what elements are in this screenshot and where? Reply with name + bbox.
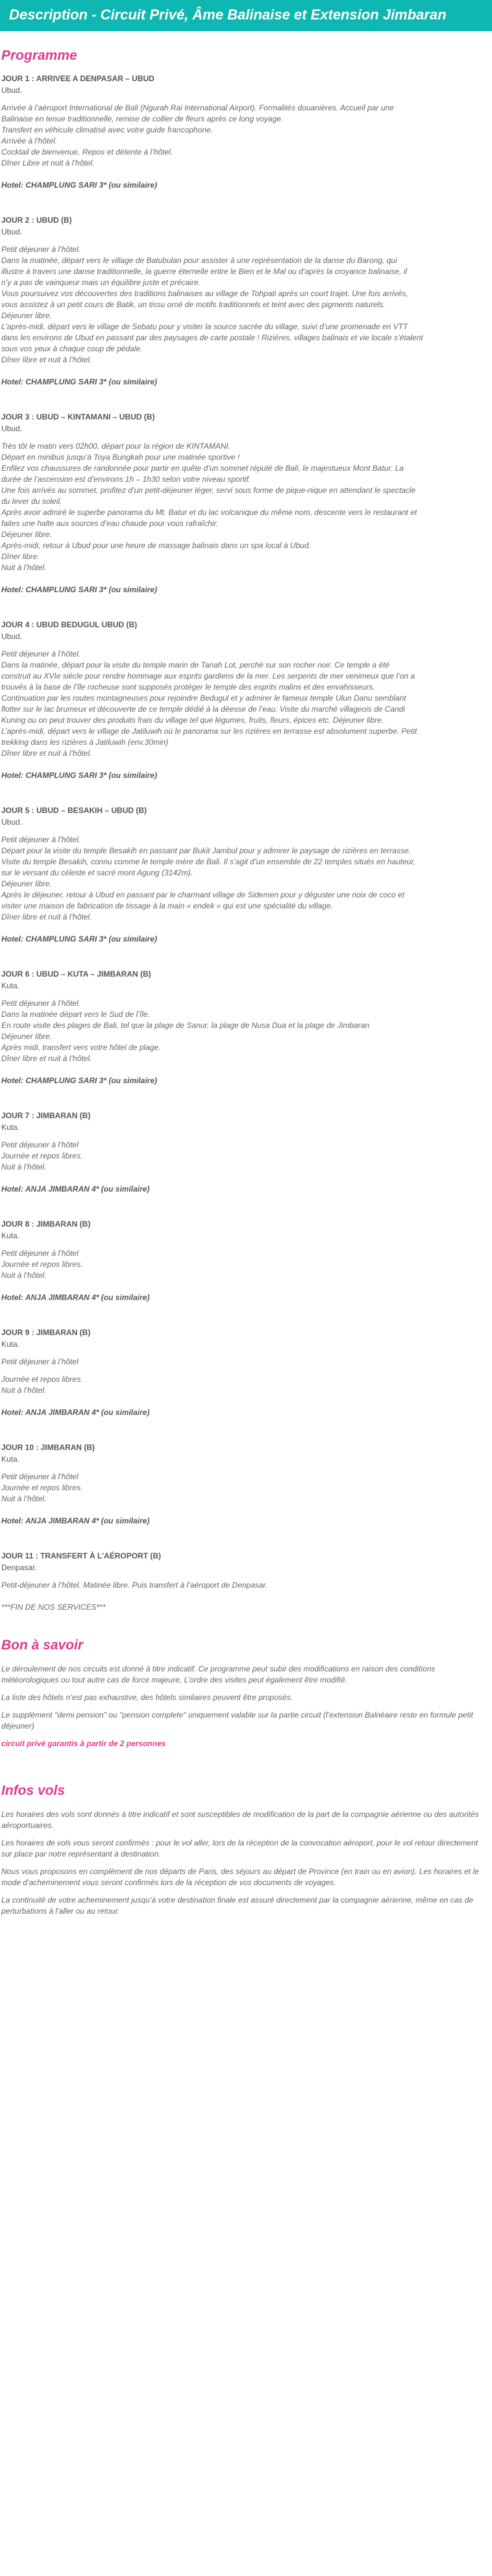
- day-line: Petit déjeuner à l’hôtel: [1, 1472, 79, 1481]
- day-block: [1, 806, 482, 944]
- day-line: Journée et repos libres.: [1, 1375, 83, 1384]
- day-location: Kuta.: [1, 1123, 20, 1132]
- day-line: Vous poursuivez vos découvertes des traditions balinaises au village de Tohpati après un court trajet. Une fois arrivés,: [1, 289, 408, 298]
- day-line: Enfilez vos chaussures de randonnée pour partir en quête d’un sommet réputé de Bali, le majestueux Mont Batur. La: [1, 464, 404, 473]
- day-hotel: Hotel: ANJA JIMBARAN 4* (ou similaire): [1, 1408, 150, 1417]
- day-block: [1, 1111, 482, 1194]
- day-description: [1, 834, 482, 923]
- day-title: JOUR 6 : UBUD – KUTA – JIMBARAN (B): [1, 969, 151, 979]
- day-title: JOUR 9 : JIMBARAN (B): [1, 1328, 91, 1337]
- day-line: Très tôt le matin vers 02h00, départ pour la région de KINTAMANI.: [1, 442, 231, 451]
- day-line: Petit déjeuner à l’hôtel: [1, 1357, 79, 1366]
- day-line: Journée et repos libres.: [1, 1260, 83, 1269]
- day-line: Dans la matinée, départ pour la visite du temple marin de Tanah Lot, perché sur son rocher noir. Ce temple a été: [1, 660, 390, 669]
- day-block: [1, 216, 482, 386]
- day-line: Nuit à l’hôtel.: [1, 1271, 47, 1280]
- day-line: Dîner Libre et nuit à l’hôtel.: [1, 158, 95, 168]
- day-block: [1, 74, 482, 190]
- day-line: Déjeuner libre.: [1, 311, 53, 320]
- note-horaires: Les horaires des vols sont donnés à titre indicatif et sont susceptibles de modification de la part de la compagnie aérienne ou des autorités aéroportuaires.: [1, 1810, 479, 1830]
- day-list: [1, 74, 482, 1612]
- note-hotels: La liste des hôtels n’est pas exhaustive, des hôtels similaires peuvent être proposés.: [1, 1693, 293, 1702]
- note-deroulement: Le déroulement de nos circuits est donné à titre indicatif. Ce programme peut subir des modifications en raison des conditions météorologiques ou tout autre cas de force majeure, L’ordre des visites peut également être modifié.: [1, 1664, 436, 1684]
- day-location: Ubud.: [1, 632, 23, 641]
- day-line: Journée et repos libres.: [1, 1151, 83, 1160]
- day-line: Nuit à l’hôtel.: [1, 1386, 47, 1395]
- day-title: JOUR 3 : UBUD – KINTAMANI – UBUD (B): [1, 412, 155, 421]
- day-location: Ubud.: [1, 86, 23, 95]
- day-location: Kuta.: [1, 1455, 20, 1464]
- day-line: L’après-midi, départ vers le village de Jatiluwih où le panorama sur les rizières en terrasse est absolument superbe. Petit: [1, 727, 417, 736]
- day-line: Petit déjeuner à l’hôtel.: [1, 835, 81, 844]
- day-line: Nuit à l’hôtel.: [1, 1494, 47, 1503]
- day-line: L’après-midi, départ vers le village de Sebatu pour y visiter la source sacrée du village, suivi d’une promenade en VTT: [1, 322, 408, 331]
- day-line: Dîner libre et nuit à l’hôtel.: [1, 1054, 92, 1063]
- day-title: JOUR 11 : TRANSFERT À L’AÉROPORT (B): [1, 1551, 162, 1560]
- infos-vols-notes: [1, 1809, 482, 1917]
- day-line: Arrivée à l’hôtel.: [1, 136, 58, 145]
- day-description: [1, 1248, 482, 1281]
- day-line: sur le versant du céleste et sacré mont Agung (3142m).: [1, 868, 193, 877]
- day-title: JOUR 4 : UBUD BEDUGUL UBUD (B): [1, 620, 138, 629]
- day-line: Dans la matinée départ vers le Sud de l’île.: [1, 1010, 150, 1019]
- day-line: Dîner libre et nuit à l’hôtel.: [1, 355, 92, 364]
- day-location: Ubud.: [1, 227, 23, 236]
- day-block: [1, 1443, 482, 1525]
- day-hotel: Hotel: CHAMPLUNG SARI 3* (ou similaire): [1, 771, 158, 780]
- day-line: Petit déjeuner à l’hôtel: [1, 1249, 79, 1258]
- day-line: vous assistez à un petit cours de Batik, un tissu orné de motifs traditionnels et teint avec des pigments naturels.: [1, 300, 386, 309]
- page-banner: Description - Circuit Privé, Âme Balinaise et Extension Jimbaran: [0, 0, 492, 31]
- day-hotel: Hotel: ANJA JIMBARAN 4* (ou similaire): [1, 1184, 150, 1194]
- day-block: [1, 412, 482, 594]
- day-line: Dîner libre et nuit à l’hôtel.: [1, 749, 92, 758]
- day-line: n’y a pas de vainqueur mais un équilibre juste et précaire.: [1, 278, 201, 287]
- day-location: Kuta.: [1, 1231, 20, 1240]
- day-line: Petit déjeuner à l’hôtel.: [1, 649, 81, 658]
- day-line: Dîner libre.: [1, 552, 40, 561]
- day-line: dans les environs de Ubud en passant par des paysages de carte postale ! Rizières, villages balinais et vie locale s’étalent: [1, 333, 423, 342]
- day-hotel: Hotel: CHAMPLUNG SARI 3* (ou similaire): [1, 585, 158, 594]
- main-content: [0, 48, 492, 1917]
- day-line: Petit déjeuner à l’hôtel.: [1, 999, 81, 1008]
- day-line: Transfert en véhicule climatisé avec votre guide francophone.: [1, 125, 213, 134]
- infos-vols-heading: Infos vols: [1, 1783, 66, 1798]
- day-description: [1, 1357, 482, 1396]
- day-line: Dans la matinée, départ vers le village de Batubulan pour assister à une représentation de la danse du Barong, qui: [1, 256, 397, 265]
- day-line: du lever du soleil.: [1, 497, 62, 506]
- day-location: Kuta.: [1, 1340, 20, 1349]
- day-line: Visite du temple Besakih, connu comme le temple mère de Bali. Il s’agit d’un ensemble de 22 temples situés en hauteur,: [1, 857, 416, 866]
- note-confirmation: Les horaires de vols vous seront confirmés : pour le vol aller, lors de la réception de la convocation aéroport, pour le vol retour directement sur place par notre représentant à destination.: [1, 1838, 478, 1858]
- day-hotel: Hotel: CHAMPLUNG SARI 3* (ou similaire): [1, 377, 158, 386]
- day-block: [1, 1551, 482, 1612]
- line-gap: [1, 1368, 482, 1374]
- day-description: [1, 103, 482, 169]
- day-title: JOUR 10 : JIMBARAN (B): [1, 1443, 95, 1452]
- day-block: [1, 969, 482, 1085]
- day-description: [1, 998, 482, 1064]
- day-description: [1, 649, 482, 759]
- day-hotel: Hotel: ANJA JIMBARAN 4* (ou similaire): [1, 1516, 150, 1525]
- day-description: [1, 1140, 482, 1173]
- day-line: trouvés à la base de l’île rocheuse sont supposés protéger le temple des esprits malins et des envahisseurs.: [1, 682, 375, 692]
- day-hotel: Hotel: CHAMPLUNG SARI 3* (ou similaire): [1, 1076, 158, 1085]
- day-location: Ubud.: [1, 424, 23, 433]
- day-line: Déjeuner libre.: [1, 530, 53, 539]
- programme-heading: Programme: [1, 48, 77, 63]
- note-continuite: La continuité de votre acheminement jusqu’à votre destination finale est assuré directement par la compagnie aérienne, même en cas de perturbations à l’aller ou au retour.: [1, 1895, 474, 1916]
- day-hotel: Hotel: ANJA JIMBARAN 4* (ou similaire): [1, 1293, 150, 1302]
- day-description: [1, 1580, 482, 1591]
- day-line: Petit déjeuner à l’hôtel: [1, 1140, 79, 1149]
- day-description: [1, 441, 482, 573]
- day-line: durée de l’ascension est d’environs 1h – 1h30 selon votre niveau sportif.: [1, 475, 251, 484]
- note-supplement: Le supplément "demi pension" ou "pension complete" uniquement valable sur la partie circuit (l’extension Balnéaire reste en formule petit déjeuner): [1, 1710, 473, 1731]
- bon-a-savoir-heading: Bon à savoir: [1, 1638, 84, 1653]
- day-line: Nuit à l’hôtel.: [1, 563, 47, 572]
- day-line: Kuning ou on peut trouver des produits frais du village tel que légumes, fruits, fleurs, épices etc. Déjeuner libre.: [1, 716, 384, 725]
- day-line: visiter une maison de fabrication de tissage à la main « endek » qui est une spécialité du village.: [1, 901, 333, 910]
- day-line: Petit déjeuner à l’hôtel.: [1, 245, 81, 254]
- day-location: Ubud.: [1, 818, 23, 827]
- day-hotel: Hotel: CHAMPLUNG SARI 3* (ou similaire): [1, 934, 158, 944]
- day-title: JOUR 8 : JIMBARAN (B): [1, 1219, 91, 1229]
- day-title: JOUR 2 : UBUD (B): [1, 216, 72, 225]
- day-line: Après avoir admiré le superbe panorama du Mt. Batur et du lac volcanique du même nom, descente vers le restaurant et: [1, 508, 417, 517]
- day-line: Cocktail de bienvenue, Repos et détente à l’hôtel.: [1, 147, 173, 156]
- day-line: Journée et repos libres.: [1, 1483, 83, 1492]
- day-line: Dîner libre et nuit à l’hôtel.: [1, 912, 92, 921]
- day-block: [1, 1219, 482, 1302]
- day-line: Continuation par les routes montagneuses pour rejoindre Bedugul et y admirer le fameux temple Ulun Danu semblant: [1, 694, 406, 703]
- note-guaranteed: circuit privé garantis à partir de 2 personnes: [1, 1739, 166, 1748]
- day-line: Arrivée à l’aéroport International de Bali (Ngurah Rai International Airport). Formalités douanières. Accueil par une: [1, 103, 394, 112]
- day-line: sous vos yeux à chaque coup de pédale.: [1, 344, 143, 353]
- day-line: Petit-déjeuner à l’hôtel. Matinée libre. Puis transfert à l’aéroport de Denpasar.: [1, 1581, 268, 1590]
- day-line: Après midi, transfert vers votre hôtel de plage.: [1, 1043, 161, 1052]
- day-line: faites une halte aux sources d’eau chaude pour vous rafraîchir.: [1, 519, 219, 528]
- day-description: [1, 244, 482, 366]
- day-title: JOUR 5 : UBUD – BESAKIH – UBUD (B): [1, 806, 147, 815]
- day-line: Nuit à l’hôtel.: [1, 1162, 47, 1171]
- day-block: [1, 620, 482, 780]
- day-line: illustre à travers une danse traditionnelle, la guerre éternelle entre le Bien et le Mal ou d’après la croyance balinaise, il: [1, 267, 408, 276]
- day-location: Kuta.: [1, 981, 20, 990]
- day-line: Déjeuner libre.: [1, 879, 53, 888]
- day-line: Départ pour la visite du temple Besakih en passant par Bukit Jambul pour y admirer le paysage de rizières en terrasse.: [1, 846, 411, 855]
- end-of-services: ***FIN DE NOS SERVICES***: [1, 1603, 106, 1612]
- day-line: trekking dans les rizières à Jatiluwih (env.30min): [1, 738, 169, 747]
- day-line: Après-midi, retour à Ubud pour une heure de massage balinais dans un spa local à Ubud.: [1, 541, 311, 550]
- day-block: [1, 1328, 482, 1417]
- day-line: Balinaise en tenue traditionnelle, remise de collier de fleurs après ce long voyage.: [1, 114, 284, 123]
- day-line: Déjeuner libre.: [1, 1032, 53, 1041]
- day-title: JOUR 1 : ARRIVEE A DENPASAR – UBUD: [1, 74, 154, 83]
- bon-a-savoir-notes: [1, 1664, 482, 1749]
- day-title: JOUR 7 : JIMBARAN (B): [1, 1111, 91, 1120]
- day-description: [1, 1471, 482, 1505]
- note-province: Nous vous proposons en complément de nos départs de Paris, des séjours au départ de Province (en train ou en avion). Les horaires et le mode d’acheminement vous seront confirmés lors de la réception de vos documents de voyages.: [1, 1867, 479, 1887]
- day-location: Denpasar.: [1, 1563, 37, 1572]
- day-line: En route visite des plages de Bali, tel que la plage de Sanur, la plage de Nusa Dua et la plage de Jimbaran: [1, 1021, 370, 1030]
- day-line: flotter sur le lac brumeux et découverte de ce temple dédié à la déesse de l’eau. Visite du marché villageois de Candi: [1, 705, 406, 714]
- day-line: Après le déjeuner, retour à Ubud en passant par le charmant village de Sidemen pour y déguster une noix de coco et: [1, 890, 405, 899]
- day-hotel: Hotel: CHAMPLUNG SARI 3* (ou similaire): [1, 181, 158, 190]
- day-line: Une fois arrivés au sommet, profitez d’un petit-déjeuner léger, servi sous forme de pique-nique en attendant le spectacle: [1, 486, 416, 495]
- day-line: Départ en minibus jusqu’à Toya Bungkah pour une matinée sportive !: [1, 453, 240, 462]
- day-line: construit au XVIe siècle pour rendre hommage aux esprits gardiens de la mer. Les serpents de mer venimeux que l’on a: [1, 671, 415, 681]
